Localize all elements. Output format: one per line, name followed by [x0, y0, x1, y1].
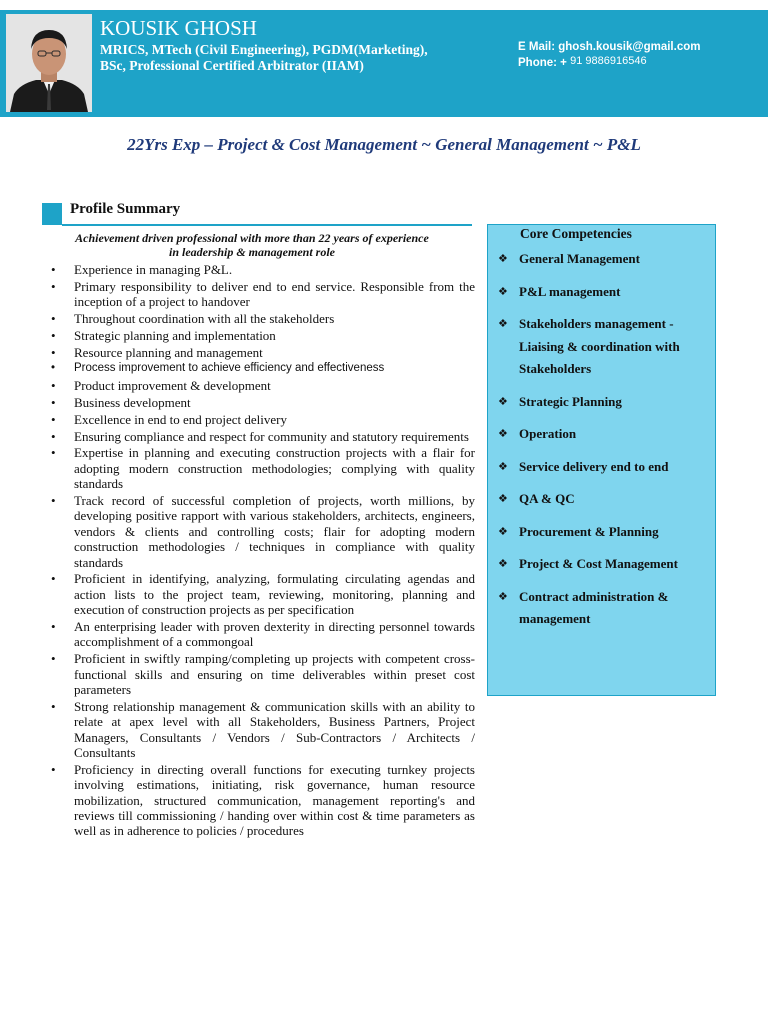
competency-label: Stakeholders management - Liaising & coordination with Stakeholders [519, 316, 680, 376]
diamond-bullet-icon: ❖ [498, 493, 508, 505]
profile-intro: Achievement driven professional with more than 22 years of experience in leadership & management role [75, 231, 429, 259]
competency-item [498, 488, 708, 511]
summary-item: • Experience in managing P&L. [30, 262, 475, 277]
summary-item: • Strong relationship management & communication skills with an ability to relate at apex level with all Stakeholders, Business Partners, Project Managers, Consultants / Vendors / Sub-Contractors / Architects / Consultants [30, 699, 475, 761]
summary-item: • An enterprising leader with proven dexterity in directing personnel towards accomplishment of a commongoal [30, 619, 475, 650]
competency-label: Operation [519, 426, 577, 441]
summary-item: • Expertise in planning and executing construction projects with a flair for adopting modern construction methodologies; complying with quality standards [30, 445, 475, 491]
competency-item [498, 553, 708, 576]
headline-tagline: 22Yrs Exp – Project & Cost Management ~ General Management ~ P&L [127, 135, 641, 154]
summary-item: • Track record of successful completion of projects, worth millions, by developing positive rapport with various stakeholders, architects, engineers, vendors & clients and controlling costs; flair for adopting modern construction methodologies / techniques in compliance with quality standards [30, 493, 475, 570]
competency-item [498, 391, 708, 414]
competency-label: Procurement & Planning [519, 523, 659, 539]
summary-item: • Process improvement to achieve efficiency and effectiveness [30, 361, 475, 376]
competency-item [498, 521, 708, 544]
competency-label: General Management [519, 251, 640, 266]
diamond-bullet-icon: ❖ [498, 318, 508, 330]
summary-item: • Ensuring compliance and respect for community and statutory requirements [30, 429, 475, 444]
qualifications [100, 42, 428, 74]
core-competencies-list [498, 248, 708, 641]
phone-number: 91 9886916546 [570, 55, 647, 67]
candidate-name: KOUSIK GHOSH [100, 16, 257, 40]
summary-item: • Primary responsibility to deliver end to end service. Responsible from the inception of a project to handover [30, 279, 475, 310]
qualifications-line-1: MRICS, MTech (Civil Engineering), PGDM(Marketing), [100, 42, 428, 57]
core-competencies-title: Core Competencies [520, 226, 632, 241]
contact-info [518, 40, 700, 70]
summary-item: • Proficient in swiftly ramping/completing up projects with competent cross-functional skills and ensuring on time deliverables within preset cost parameters [30, 651, 475, 697]
competency-label: Project & Cost Management [519, 556, 678, 571]
section-marker [42, 203, 62, 225]
diamond-bullet-icon: ❖ [498, 428, 508, 440]
competency-item [498, 456, 708, 479]
summary-item: • Business development [30, 395, 475, 410]
competency-label: Contract administration & management [519, 588, 669, 626]
summary-item: • Strategic planning and implementation [30, 328, 475, 343]
diamond-bullet-icon: ❖ [498, 460, 508, 473]
summary-item: • Excellence in end to end project delivery [30, 412, 475, 427]
competency-label: Strategic Planning [519, 393, 622, 409]
email-label: E Mail: ghosh.kousik@gmail.com [518, 41, 701, 53]
summary-item: • Throughout coordination with all the stakeholders [30, 311, 475, 326]
summary-item: • Resource planning and management [30, 345, 475, 360]
competency-item [498, 281, 708, 304]
diamond-bullet-icon: ❖ [498, 590, 508, 603]
competency-item [498, 313, 708, 381]
profile-summary-list [30, 262, 475, 840]
section-divider [62, 224, 472, 226]
competency-item [498, 248, 708, 271]
summary-item: • Proficient in identifying, analyzing, formulating circulating agendas and action lists to the project team, reviewing, monitoring, planning and execution of construction projects as per specification [30, 571, 475, 617]
diamond-bullet-icon: ❖ [498, 395, 508, 408]
profile-summary-title: Profile Summary [70, 201, 181, 217]
competency-item [498, 423, 708, 446]
phone-label: Phone: + [518, 57, 567, 69]
competency-label: QA & QC [519, 491, 575, 506]
diamond-bullet-icon: ❖ [498, 558, 508, 570]
phone-line [518, 54, 700, 70]
competency-item [498, 586, 708, 631]
qualifications-line-2: BSc, Professional Certified Arbitrator (IIAM) [100, 58, 364, 73]
competency-label: P&L management [519, 283, 621, 299]
diamond-bullet-icon: ❖ [498, 525, 508, 538]
profile-photo [6, 14, 92, 112]
diamond-bullet-icon: ❖ [498, 253, 508, 265]
summary-item: • Product improvement & development [30, 378, 475, 393]
core-competencies-panel [487, 224, 716, 696]
summary-item: • Proficiency in directing overall functions for executing turnkey projects involving estimations, initiating, risk governance, human resource mobilization, structured communication, management reporting's and reviews till commissioning / handing over within cost & time parameters as well as in adherence to policies / procedures [30, 762, 475, 839]
competency-label: Service delivery end to end [519, 458, 669, 474]
diamond-bullet-icon: ❖ [498, 285, 508, 298]
